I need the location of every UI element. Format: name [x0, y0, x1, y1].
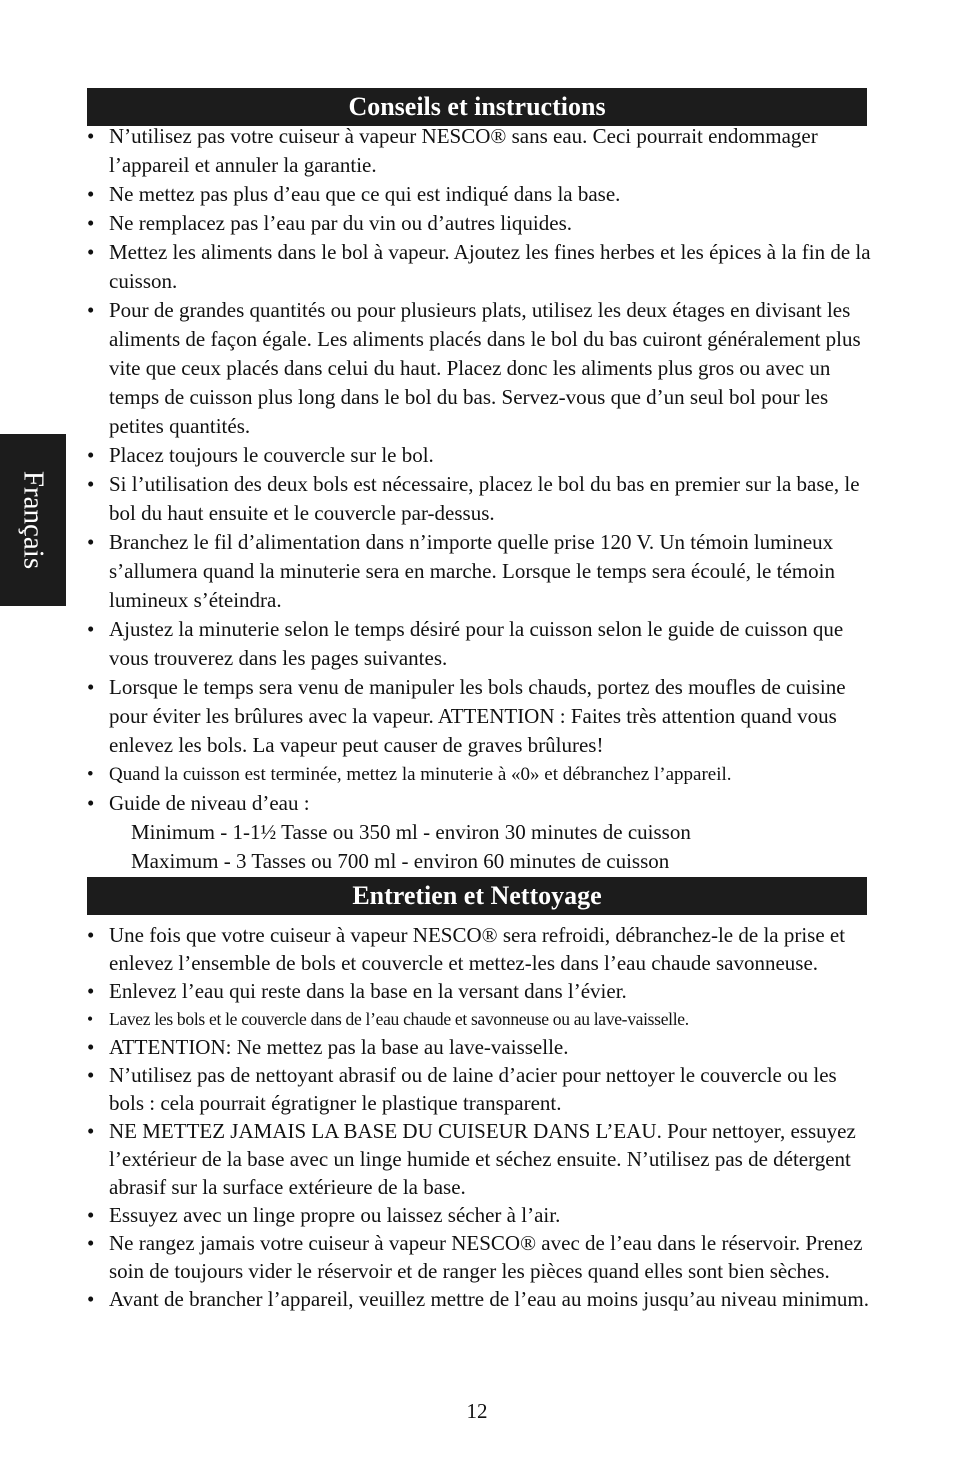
list-item: • Placez toujours le couvercle sur le bol. — [87, 441, 872, 470]
section-title: Entretien et Nettoyage — [352, 881, 602, 910]
bullet-icon: • — [87, 791, 95, 815]
bullet-icon: • — [87, 1203, 95, 1227]
section-header-conseils — [87, 88, 867, 126]
bullet-icon: • — [87, 923, 95, 947]
list-item-water-guide: • Guide de niveau d’eau : Minimum - 1-1½ Tasse ou 350 ml - environ 30 minutes de cuisson Maximum - 3 Tasses ou 700 ml - environ 60 minutes de cuisson — [87, 789, 872, 876]
list-item: • Avant de brancher l’appareil, veuillez mettre de l’eau au moins jusqu’au niveau minimum. — [87, 1287, 870, 1311]
list-item: • Pour de grandes quantités ou pour plusieurs plats, utilisez les deux étages en divisant les aliments de façon égale. Les aliments placés dans le bol du bas cuiront généralement plus vite que ceux placés dans celui du haut. Placez donc les aliments plus gros ou avec un temps de cuisson plus long dans le bol du bas. Servez-vous que d’un seul bol pour les petites quantités. — [87, 298, 861, 438]
bullet-icon: • — [87, 1287, 95, 1311]
section-title: Conseils et instructions — [348, 92, 606, 121]
water-guide-maximum: Maximum - 3 Tasses ou 700 ml - environ 60 minutes de cuisson — [131, 849, 670, 873]
list-item: • Quand la cuisson est terminée, mettez la minuterie à «0» et débranchez l’appareil. — [87, 760, 872, 789]
bullet-icon: • — [87, 530, 95, 554]
list-item: • Lorsque le temps sera venu de manipuler les bols chauds, portez des moufles de cuisine pour éviter les brûlures avec la vapeur. ATTENTION : Faites très attention quand vous enlevez les bols. La vapeur peut causer de graves brûlures! — [87, 675, 846, 757]
bullet-icon: • — [87, 124, 95, 148]
bullet-icon: • — [87, 298, 95, 322]
bullet-icon: • — [87, 1063, 95, 1087]
bullet-icon: • — [87, 1119, 95, 1143]
bullet-icon: • — [87, 617, 95, 641]
list-item: • Ajustez la minuterie selon le temps désiré pour la cuisson selon le guide de cuisson que vous trouverez dans les pages suivantes. — [87, 617, 844, 670]
instructions-list — [87, 122, 872, 876]
bullet-icon: • — [87, 472, 95, 496]
page-number: 12 — [466, 1399, 488, 1423]
language-tab-label: Français — [17, 470, 50, 570]
list-item: • Enlevez l’eau qui reste dans la base en la versant dans l’évier. — [87, 979, 627, 1003]
list-item: • Essuyez avec un linge propre ou laissez sécher à l’air. — [87, 1203, 561, 1227]
list-item: • Ne mettez pas plus d’eau que ce qui est indiqué dans la base. — [87, 180, 872, 209]
bullet-icon: • — [87, 1009, 93, 1029]
list-item: • Ne rangez jamais votre cuiseur à vapeur NESCO® avec de l’eau dans le réservoir. Prenez soin de toujours vider le réservoir et de ranger les pièces quand elles sont bien sèches. — [87, 1231, 863, 1283]
bullet-icon: • — [87, 211, 95, 235]
list-item: • ATTENTION: Ne mettez pas la base au lave-vaisselle. — [87, 1035, 569, 1059]
section-header-entretien — [87, 877, 867, 915]
bullet-icon: • — [87, 764, 94, 785]
list-item: • Lavez les bols et le couvercle dans de l’eau chaude et savonneuse ou au lave-vaisselle. — [87, 1005, 872, 1033]
list-item: • Ne remplacez pas l’eau par du vin ou d’autres liquides. — [87, 209, 872, 238]
list-item: • Si l’utilisation des deux bols est nécessaire, placez le bol du bas en premier sur la base, le bol du haut ensuite et le couvercle par-dessus. — [87, 472, 860, 525]
bullet-icon: • — [87, 675, 95, 699]
list-item: • N’utilisez pas votre cuiseur à vapeur NESCO® sans eau. Ceci pourrait endommager l’appareil et annuler la garantie. — [87, 124, 818, 177]
bullet-icon: • — [87, 979, 95, 1003]
bullet-icon: • — [87, 1035, 95, 1059]
bullet-icon: • — [87, 240, 95, 264]
language-tab — [0, 434, 66, 606]
cleaning-list — [87, 921, 872, 1313]
list-item: • NE METTEZ JAMAIS LA BASE DU CUISEUR DANS L’EAU. Pour nettoyer, essuyez l’extérieur de la base avec un linge humide et séchez ensuite. N’utilisez pas de détergent abrasif sur la surface extérieure de la base. — [87, 1119, 856, 1199]
list-item: • N’utilisez pas de nettoyant abrasif ou de laine d’acier pour nettoyer le couvercle ou les bols : cela pourrait égratigner le plastique transparent. — [87, 1063, 837, 1115]
bullet-icon: • — [87, 443, 95, 467]
list-item: • Mettez les aliments dans le bol à vapeur. Ajoutez les fines herbes et les épices à la fin de la cuisson. — [87, 240, 871, 293]
bullet-icon: • — [87, 182, 95, 206]
list-item: • Branchez le fil d’alimentation dans n’importe quelle prise 120 V. Un témoin lumineux s’allumera quand la minuterie sera en marche. Lorsque le temps sera écoulé, le témoin lumineux s’éteindra. — [87, 530, 835, 612]
water-guide-minimum: Minimum - 1-1½ Tasse ou 350 ml - environ 30 minutes de cuisson — [131, 820, 691, 844]
bullet-icon: • — [87, 1231, 95, 1255]
list-item: • Une fois que votre cuiseur à vapeur NESCO® sera refroidi, débranchez-le de la prise et enlevez l’ensemble de bols et couvercle et mettez-les dans l’eau chaude savonneuse. — [87, 923, 846, 975]
